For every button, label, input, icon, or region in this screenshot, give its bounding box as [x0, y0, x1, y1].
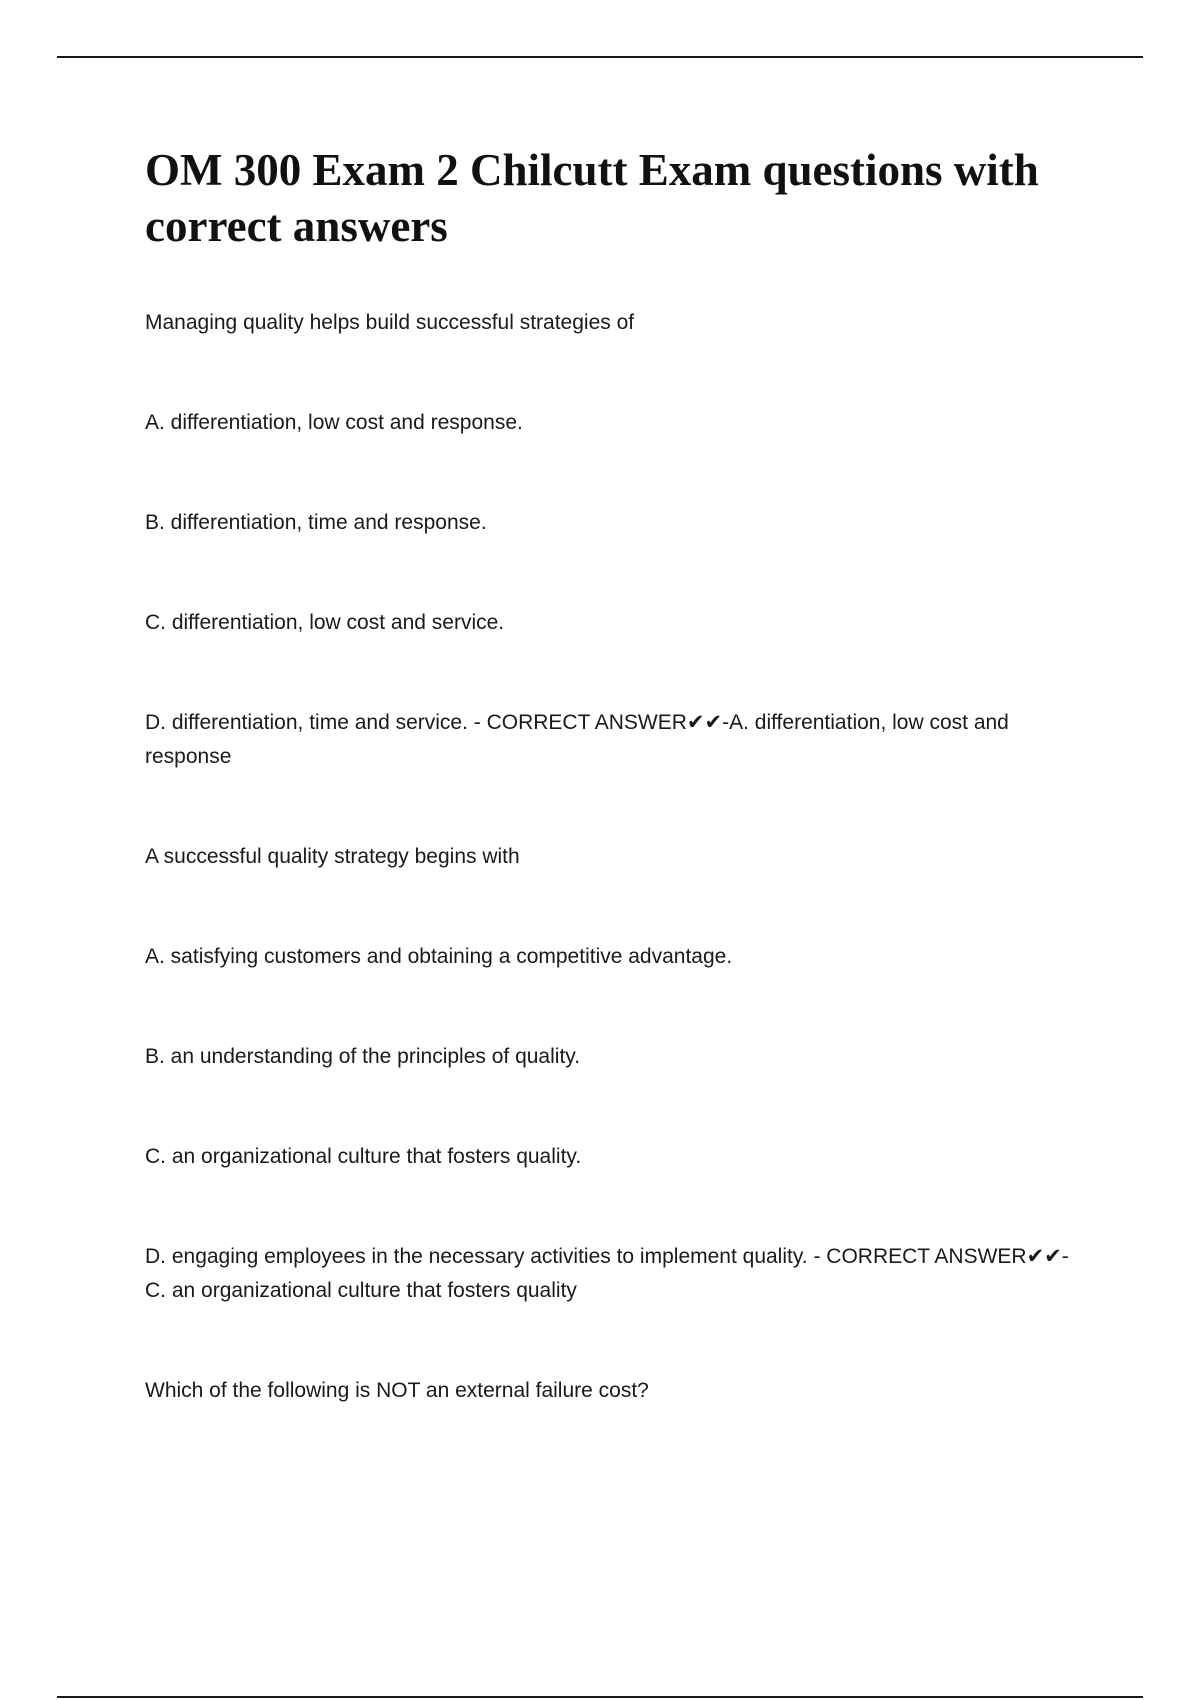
question-2-option-b: B. an understanding of the principles of quality. — [145, 1045, 581, 1068]
document-title: OM 300 Exam 2 Chilcutt Exam questions with correct answers — [145, 145, 1039, 251]
question-1-stem: Managing quality helps build successful strategies of — [145, 311, 635, 334]
footer-rule — [57, 1696, 1143, 1698]
question-2-option-a: A. satisfying customers and obtaining a competitive advantage. — [145, 945, 733, 968]
question-1-option-a: A. differentiation, low cost and response. — [145, 411, 523, 434]
question-1-option-b: B. differentiation, time and response. — [145, 511, 487, 534]
question-1-option-c: C. differentiation, low cost and service. — [145, 611, 505, 634]
document-body — [145, 142, 1075, 1474]
question-1-option-d-answer: D. differentiation, time and service. - CORRECT ANSWER✔✔-A. differentiation, low cost and response — [145, 711, 1009, 768]
question-2-option-c: C. an organizational culture that fosters quality. — [145, 1145, 582, 1168]
question-2-stem: A successful quality strategy begins with — [145, 845, 520, 868]
question-3-stem: Which of the following is NOT an external failure cost? — [145, 1379, 649, 1402]
header-rule — [57, 56, 1143, 58]
question-2-option-d-answer: D. engaging employees in the necessary activities to implement quality. - CORRECT ANSWER✔✔-C. an organizational culture that fosters quality — [145, 1245, 1069, 1302]
